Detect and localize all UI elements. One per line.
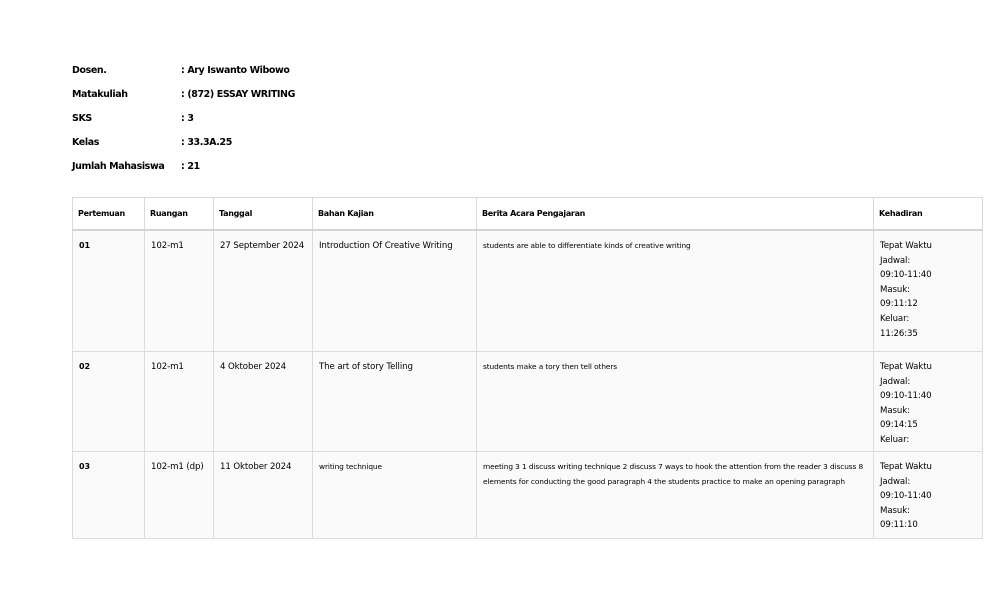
attendance-line: Masuk:	[880, 284, 910, 295]
attendance-line: 09:10-11:40	[880, 391, 932, 402]
info-row-sks	[72, 106, 295, 130]
attendance-line: Masuk:	[880, 505, 910, 516]
table-header-row	[73, 198, 983, 231]
attendance-line: 09:11:12	[880, 299, 918, 310]
cell-bahan-kajian: Introduction Of Creative Writing	[313, 230, 477, 352]
cell-berita-acara: students are able to differentiate kinds of creative writing	[477, 230, 874, 352]
column-header-bahan-kajian: Bahan Kajian	[313, 198, 477, 231]
table-row	[73, 452, 983, 539]
attendance-line: 11:26:35	[880, 328, 918, 339]
info-value: : Ary Iswanto Wibowo	[181, 65, 290, 76]
info-value: : 21	[181, 161, 200, 172]
cell-pertemuan: 01	[73, 230, 145, 352]
cell-ruangan: 102-m1	[145, 230, 214, 352]
attendance-line: Jadwal:	[880, 255, 911, 266]
info-value: : (872) ESSAY WRITING	[181, 89, 295, 100]
cell-berita-acara: meeting 3 1 discuss writing technique 2 discuss 7 ways to hook the attention from the reader 3 discuss 8 elements for conducting the good paragraph 4 the students practice to make an opening paragraph	[477, 452, 874, 539]
attendance-status: Tepat Waktu	[880, 462, 932, 472]
attendance-line: 09:10-11:40	[880, 270, 932, 281]
info-label: SKS	[72, 112, 92, 124]
cell-pertemuan: 02	[73, 352, 145, 452]
attendance-line: Masuk:	[880, 405, 910, 416]
info-row-jumlah-mahasiswa	[72, 154, 295, 178]
column-header-tanggal: Tanggal	[214, 198, 313, 231]
cell-bahan-kajian: The art of story Telling	[313, 352, 477, 452]
attendance-line: Jadwal:	[880, 476, 911, 487]
attendance-line: 09:14:15	[880, 420, 918, 431]
attendance-line: 09:11:10	[880, 520, 918, 531]
course-info	[72, 58, 295, 178]
column-header-berita-acara: Berita Acara Pengajaran	[477, 198, 874, 231]
cell-ruangan: 102-m1 (dp)	[145, 452, 214, 539]
column-header-kehadiran: Kehadiran	[874, 198, 983, 231]
attendance-table	[72, 197, 983, 539]
cell-kehadiran	[874, 452, 983, 539]
cell-tanggal: 4 Oktober 2024	[214, 352, 313, 452]
column-header-pertemuan: Pertemuan	[73, 198, 145, 231]
cell-kehadiran	[874, 230, 983, 352]
attendance-line: Keluar:	[880, 313, 910, 324]
cell-ruangan: 102-m1	[145, 352, 214, 452]
info-label: Matakuliah	[72, 88, 128, 100]
column-header-ruangan: Ruangan	[145, 198, 214, 231]
cell-tanggal: 11 Oktober 2024	[214, 452, 313, 539]
cell-pertemuan: 03	[73, 452, 145, 539]
info-label: Dosen.	[72, 64, 107, 76]
table-row	[73, 230, 983, 352]
attendance-line: Keluar:	[880, 434, 910, 445]
info-row-matakuliah	[72, 82, 295, 106]
cell-tanggal: 27 September 2024	[214, 230, 313, 352]
cell-kehadiran	[874, 352, 983, 452]
attendance-line: Jadwal:	[880, 376, 911, 387]
info-value: : 33.3A.25	[181, 137, 232, 148]
info-label: Jumlah Mahasiswa	[72, 160, 165, 172]
attendance-status: Tepat Waktu	[880, 362, 932, 372]
attendance-line: 09:10-11:40	[880, 491, 932, 502]
info-row-kelas	[72, 130, 295, 154]
cell-berita-acara: students make a tory then tell others	[477, 352, 874, 452]
info-row-dosen	[72, 58, 295, 82]
cell-bahan-kajian: writing technique	[313, 452, 477, 539]
info-label: Kelas	[72, 136, 99, 148]
table-row	[73, 352, 983, 452]
info-value: : 3	[181, 113, 194, 124]
attendance-status: Tepat Waktu	[880, 241, 932, 251]
